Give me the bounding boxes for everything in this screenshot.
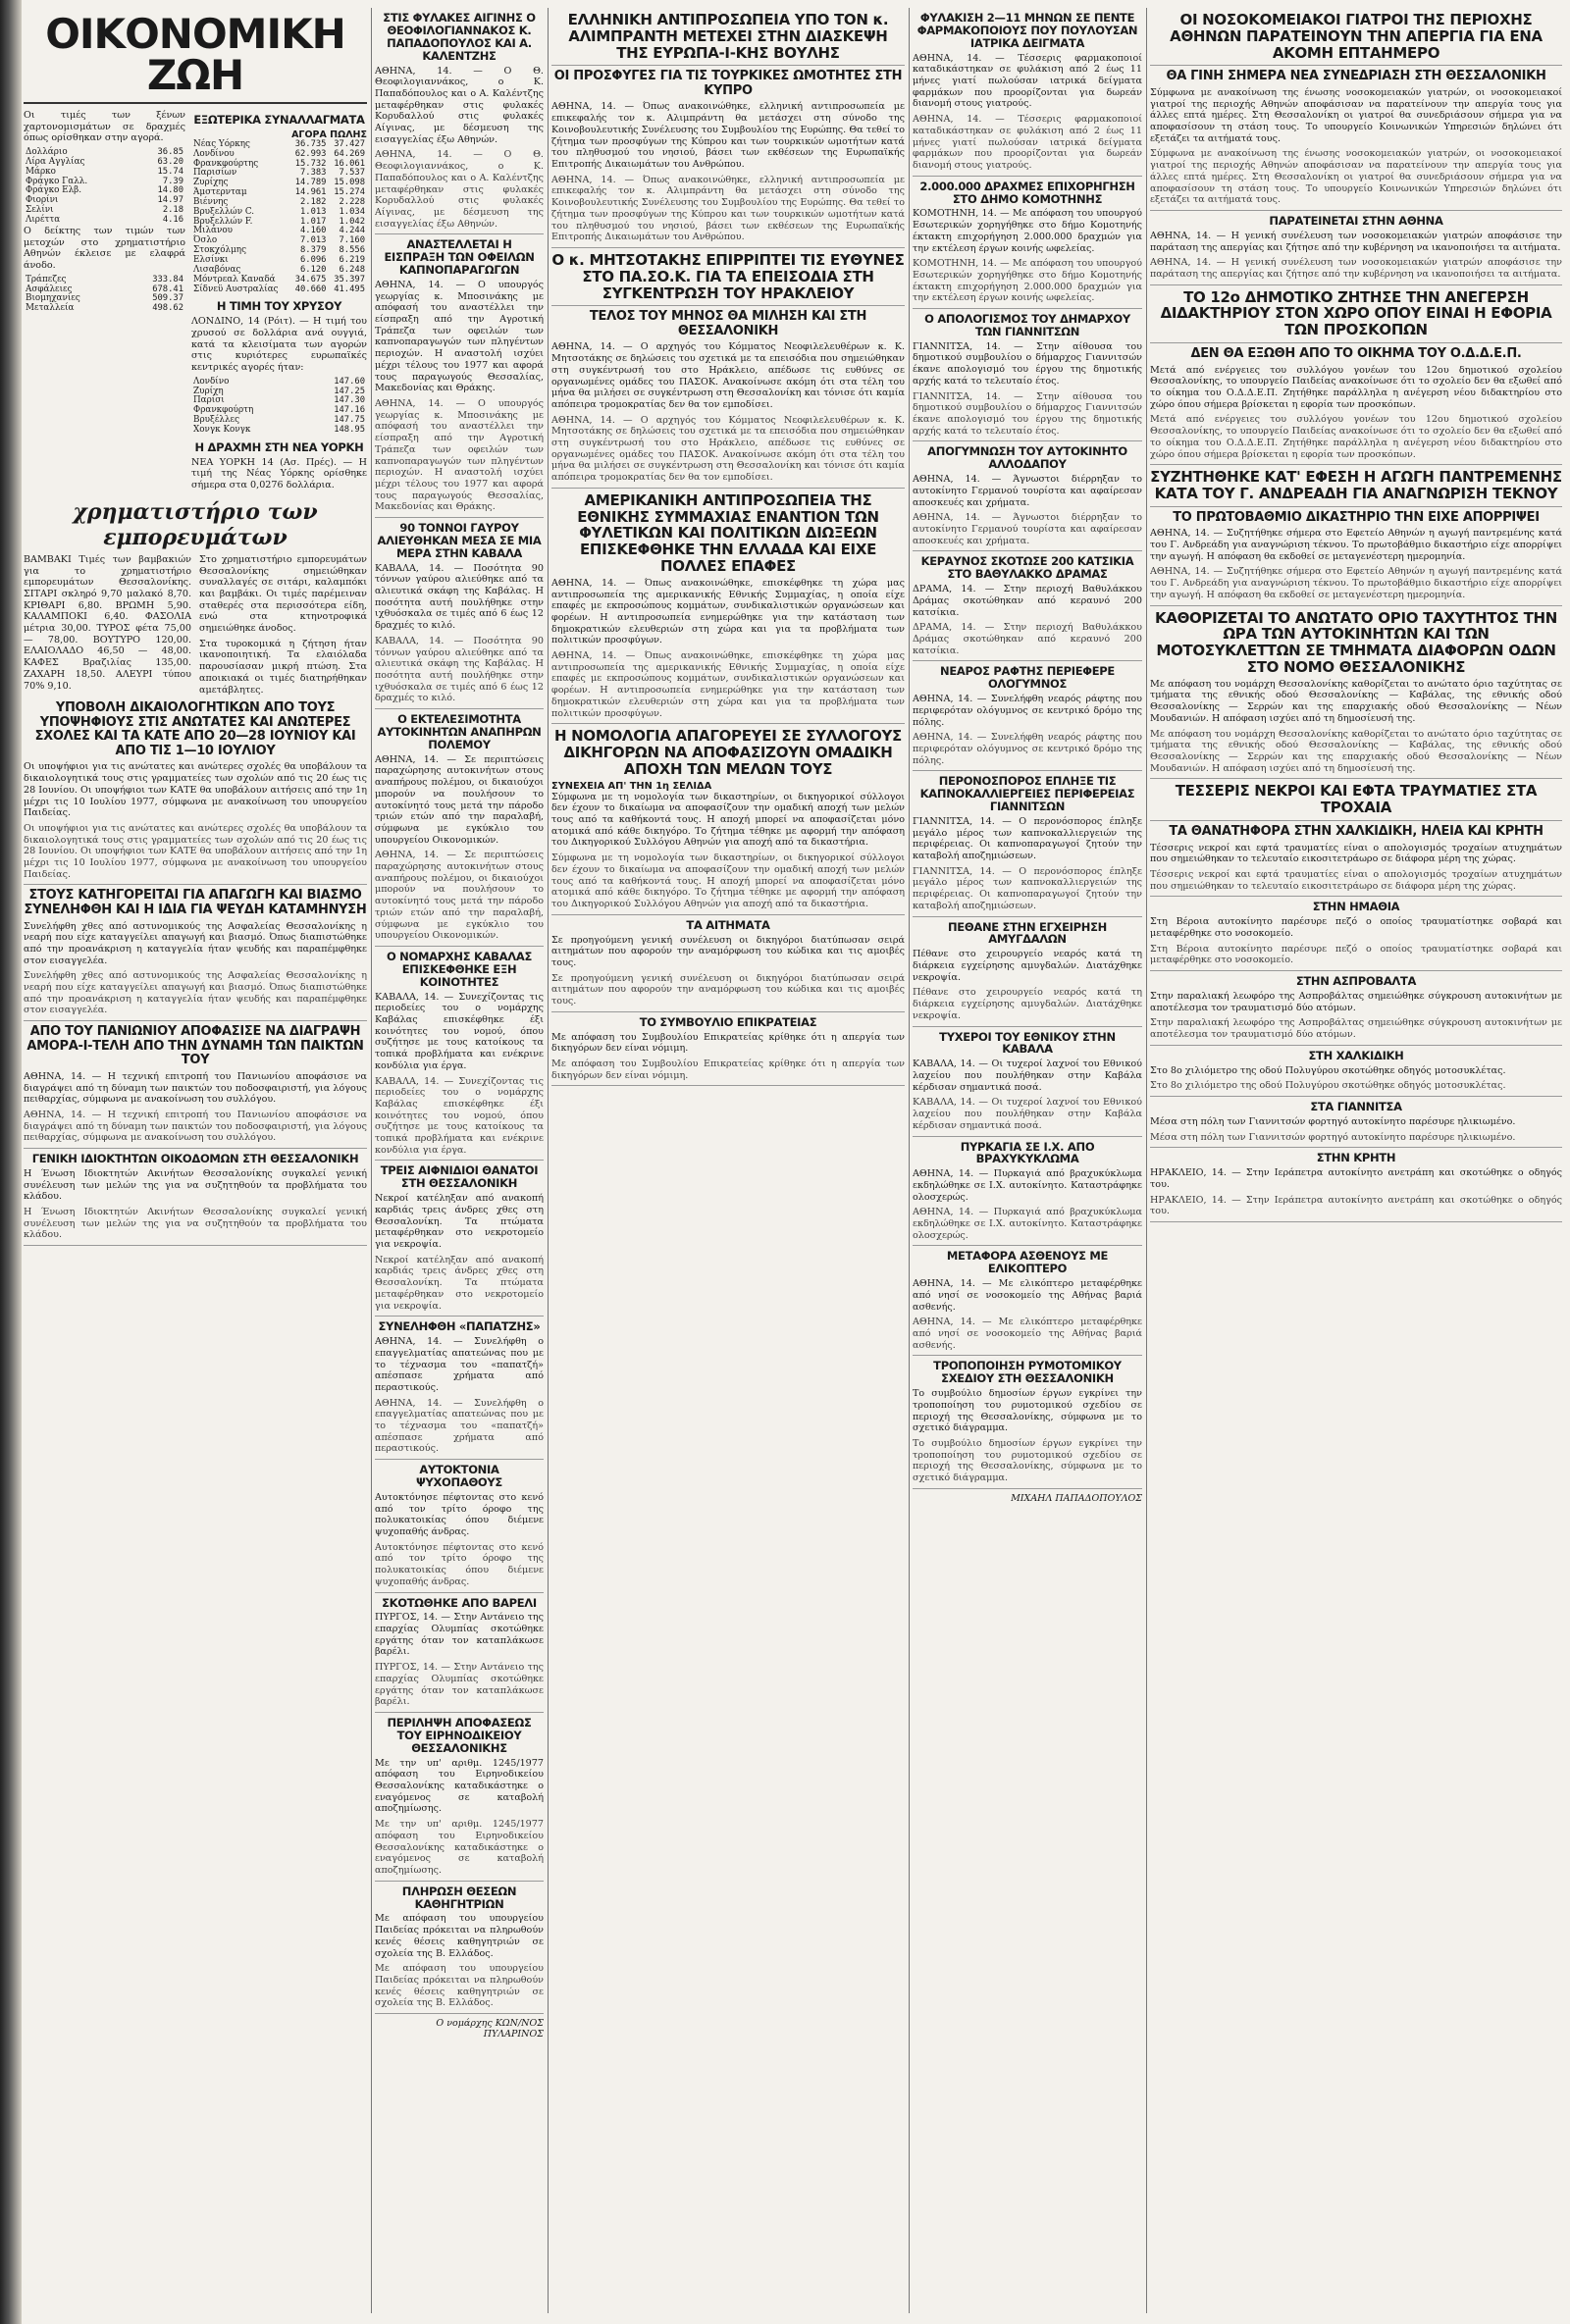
row-value: 147.25 bbox=[334, 386, 365, 396]
article-text: Οι υποψήφιοι για τις ανώτατες και ανώτερες σχολές θα υποβάλουν τα δικαιολογητικά τους στις γραμματείες των σχολών από τις 20 έως τις 28 Ιουνίου. Οι υποψήφιοι των ΚΑΤΕ θα υποβάλουν αιτήσεις από την 1η μέχρι τις 10 Ιουλίου 1977, σύμφωνα με ανακοίνωση του υπουργείου Παιδείας. bbox=[24, 761, 367, 819]
row-label: Λισαβόνας bbox=[193, 264, 241, 275]
headline: ΣΤΗΝ ΗΜΑΘΙΑ bbox=[1312, 900, 1400, 914]
row-label: Μιλάνου bbox=[193, 226, 233, 236]
row-label: Ελσίνκι bbox=[193, 255, 229, 265]
article-text: ΑΘΗΝΑ, 14. — Ο αρχηγός του Κόμματος Νεοφιλελευθέρων κ. Κ. Μητσοτάκης σε δηλώσεις του σχετικά με τα επεισόδια που σημειώθηκαν στη συγκέντρωσή του στο Ηράκλειο, απέδωσε τις ευθύνες σε οργανωμένες ομάδες του ΠΑΣΟΚ. Ανακοίνωσε ακόμη ότι στα τέλη του μήνα θα μιλήσει σε συγκέντρωση στη Θεσσαλονίκη και τόνισε ότι καμία απόπειρα τρομοκρατίας δεν θα τον εμποδίσει. bbox=[551, 341, 905, 410]
article-text: Η Ένωση Ιδιοκτητών Ακινήτων Θεσσαλονίκης συγκαλεί γενική συνέλευση των μελών της για να συζητηθούν τα προβλήματα του κλάδου. bbox=[24, 1167, 367, 1203]
row-value: 148.95 bbox=[334, 424, 365, 435]
row-label: Λονδίνο bbox=[193, 376, 230, 387]
headline: ΣΥΝΕΛΗΦΘΗ «ΠΑΠΑΤΖΗΣ» bbox=[378, 1319, 541, 1334]
row-value: 4.244 bbox=[339, 226, 365, 236]
row-label: Χονγκ Κονγκ bbox=[193, 424, 251, 435]
article-text: ΑΘΗΝΑ, 14. — Τέσσερις φαρμακοποιοί καταδικάστηκαν σε φυλάκιση από 2 έως 11 μήνες γιατί πωλούσαν ιατρικά δείγματα φαρμάκων που προορίζονται για δωρεάν διανομή στους γιατρούς. bbox=[913, 52, 1142, 110]
headline: ΣΤΟΥΣ ΚΑΤΗΓΟΡΕΙΤΑΙ ΓΙΑ ΑΠΑΓΩΓΗ ΚΑΙ ΒΙΑΣΜΟ ΣΥΝΕΛΗΦΘΗ ΚΑΙ Η ΙΔΙΑ ΓΙΑ ΨΕΥΔΗ ΚΑΤΑΜΗΝΥΣΗ bbox=[24, 888, 367, 918]
article-text: Με απόφαση του νομάρχη Θεσσαλονίκης καθορίζεται το ανώτατο όριο ταχύτητας σε τμήματα της εθνικής οδού Θεσσαλονίκης — Καβάλας, της εθνικής οδού Θεσσαλονίκης — Σερρών και της επαρχιακής οδού Θεσσαλονίκης — Νέων Μουδανιών. Η απόφαση ισχύει από τη δημοσίευσή της. bbox=[1150, 678, 1562, 724]
row-label: Βρυξελλών F. bbox=[193, 216, 253, 227]
headline: ΔΕΝ ΘΑ ΕΞΩΘΗ ΑΠΟ ΤΟ ΟΙΚΗΜΑ ΤΟΥ Ο.Δ.Δ.Ε.Π. bbox=[1190, 346, 1522, 362]
article-text: Στην παραλιακή λεωφόρο της Ασπροβάλτας σημειώθηκε σύγκρουση αυτοκινήτων με αποτέλεσμα τον τραυματισμό δύο ατόμων. bbox=[1150, 990, 1562, 1013]
row-value: 41.495 bbox=[334, 284, 365, 294]
headline: ΠΕΡΙΛΗΨΗ ΑΠΟΦΑΣΕΩΣ ΤΟΥ ΕΙΡΗΝΟΔΙΚΕΙΟΥ ΘΕΣΣΑΛΟΝΙΚΗΣ bbox=[387, 1716, 532, 1755]
row-value: 8.556 bbox=[339, 245, 365, 256]
row-label: Μόντρεαλ Καναδά bbox=[193, 274, 276, 284]
table-row bbox=[191, 426, 367, 436]
article-text: ΑΘΗΝΑ, 14. — Ο υπουργός γεωργίας κ. Μποσινάκης με απόφασή του αναστέλλει την είσπραξη από την Αγροτική Τράπεζα των οφειλών των καπνοπαραγωγών των πληγέντων περιοχών. Η αναστολή ισχύει μέχρι τέλους του 1977 και αφορά τους παραγωγούς Θεσσαλίας, Μακεδονίας και Θράκης. bbox=[375, 279, 544, 394]
row-value: 40.660 bbox=[294, 284, 327, 294]
article-text: ΚΑΒΑΛΑ, 14. — Συνεχίζοντας τις περιοδείες του ο νομάρχης Καβάλας επισκέφθηκε έξι κοινότητες του νομού, όπου συζήτησε με τους κατοίκους τα τοπικά προβλήματα και ενέκρινε κονδύλια για έργα. bbox=[375, 991, 544, 1071]
headline: ΚΕΡΑΥΝΟΣ ΣΚΟΤΩΣΕ 200 ΚΑΤΣΙΚΙΑ ΣΤΟ ΒΑΘΥΛΑΚΚΟ ΔΡΑΜΑΣ bbox=[920, 554, 1134, 582]
column-3: ΕΛΛΗΝΙΚΗ ΑΝΤΙΠΡΟΣΩΠΕΙΑ ΥΠΟ ΤΟΝ κ. ΑΛΙΜΠΡΑΝΤΗ ΜΕΤΕΧΕΙ ΣΤΗΝ ΔΙΑΣΚΕΨΗ ΤΗΣ ΕΥΡΩΠΑ-Ι-ΚΗΣ ΒΟΥΛΗΣ ΟΙ ΠΡΟΣΦΥΓΕΣ ΓΙΑ ΤΙΣ ΤΟΥΡΚΙΚΕΣ ΩΜΟΤΗΤΕΣ ΣΤΗ ΚΥΠΡΟ ΑΘΗΝΑ, 14. — Όπως ανακοινώθηκε, ελληνική αντιπροσωπεία με επικεφαλής τον κ. Αλιμπράντη θα μετάσχει στη σύνοδο της Κοινοβουλευτικής Συνέλευσης του Συμβουλίου της Ευρώπης. Θα τεθεί το ζήτημα των προσφύγων της Κύπρου και των τουρκικών ωμοτήτων κατά του πληθυσμού του νησιού, βάσει των εκθέσεων της Ευρωπαϊκής Επιτροπής Δικαιωμάτων του Ανθρώπου. ΑΘΗΝΑ, 14. — Όπως ανακοινώθηκε, ελληνική αντιπροσωπεία με επικεφαλής τον κ. Αλιμπράντη θα μετάσχει στη σύνοδο της Κοινοβουλευτικής Συνέλευσης του Συμβουλίου της Ευρώπης. Θα τεθεί το ζήτημα των προσφύγων της Κύπρου και των τουρκικών ωμοτήτων κατά του πληθυσμού του νησιού, βάσει των εκθέσεων της Ευρωπαϊκής Επιτροπής Δικαιωμάτων του Ανθρώπου. Ο κ. ΜΗΤΣΟΤΑΚΗΣ ΕΠΙΡΡΙΠΤΕΙ ΤΙΣ ΕΥΘΥΝΕΣ ΣΤΟ ΠΑ.ΣΟ.Κ. ΓΙΑ ΤΑ ΕΠΕΙΣΟΔΙΑ ΣΤΗ ΣΥΓΚΕΝΤΡΩΣΗ ΤΟΥ ΗΡΑΚΛΕΙΟΥ ΤΕΛΟΣ ΤΟΥ ΜΗΝΟΣ ΘΑ ΜΙΛΗΣΗ ΚΑΙ ΣΤΗ ΘΕΣΣΑΛΟΝΙΚΗ ΑΘΗΝΑ, 14. — Ο αρχηγός του Κόμματος Νεοφιλελευθέρων κ. Κ. Μητσοτάκης σε δηλώσεις του σχετικά με τα επεισόδια που σημειώθηκαν στη συγκέντρωσή του στο Ηράκλειο, απέδωσε τις ευθύνες σε οργανωμένες ομάδες του ΠΑΣΟΚ. Ανακοίνωσε ακόμη ότι στα τέλη του μήνα θα μιλήσει σε συγκέντρωση στη Θεσσαλονίκη και τόνισε ότι καμία απόπειρα τρομοκρατίας δεν θα τον εμποδίσει. ΑΘΗΝΑ, 14. — Ο αρχηγός του Κόμματος Νεοφιλελευθέρων κ. Κ. Μητσοτάκης σε δηλώσεις του σχετικά με τα επεισόδια που σημειώθηκαν στη συγκέντρωσή του στο Ηράκλειο, απέδωσε τις ευθύνες σε οργανωμένες ομάδες του ΠΑΣΟΚ. Ανακοίνωσε ακόμη ότι στα τέλη του μήνα θα μιλήσει σε συγκέντρωση στη Θεσσαλονίκη και τόνισε ότι καμία απόπειρα τρομοκρατίας δεν θα τον εμποδίσει. ΑΜΕΡΙΚΑΝΙΚΗ ΑΝΤΙΠΡΟΣΩΠΕΙΑ ΤΗΣ ΕΘΝΙΚΗΣ ΣΥΜΜΑΧΙΑΣ ΕΝΑΝΤΙΟΝ ΤΩΝ ΦΥΛΕΤΙΚΩΝ ΚΑΙ ΠΟΛΙΤΙΚΩΝ ΔΙΩΞΕΩΝ ΕΠΙΣΚΕΦΘΗΚΕ ΤΗΝ ΕΛΛΑΔΑ ΚΑΙ ΕΙΧΕ ΠΟΛΛΕΣ ΕΠΑΦΕΣ ΑΘΗΝΑ, 14. — Όπως ανακοινώθηκε, επισκέφθηκε τη χώρα μας αντιπροσωπεία της αμερικανικής Εθνικής Συμμαχίας, η οποία είχε επαφές με εκπροσώπους κομμάτων, συνδικαλιστικών οργανώσεων και φορέων. Η αντιπροσωπεία ενημερώθηκε για την κατάσταση των δημοκρατικών ελευθεριών στη χώρα και για τα προβλήματα των πολιτικών προσφύγων. ΑΘΗΝΑ, 14. — Όπως ανακοινώθηκε, επισκέφθηκε τη χώρα μας αντιπροσωπεία της αμερικανικής Εθνικής Συμμαχίας, η οποία είχε επαφές με εκπροσώπους κομμάτων, συνδικαλιστικών οργανώσεων και φορέων. Η αντιπροσωπεία ενημερώθηκε για την κατάσταση των δημοκρατικών ελευθεριών στη χώρα και για τα προβλήματα των πολιτικών προσφύγων. Η ΝΟΜΟΛΟΓΙΑ ΑΠΑΓΟΡΕΥΕΙ ΣΕ ΣΥΛΛΟΓΟΥΣ ΔΙΚΗΓΟΡΩΝ ΝΑ ΑΠΟΦΑΣΙΖΟΥΝ ΟΜΑΔΙΚΗ ΑΠΟΧΗ ΤΩΝ ΜΕΛΩΝ ΤΟΥΣ ΣΥΝΕΧΕΙΑ ΑΠ' ΤΗΝ 1η ΣΕΛΙΔΑ Σύμφωνα με τη νομολογία των δικαστηρίων, οι δικηγορικοί σύλλογοι δεν έχουν το δικαίωμα να αποφασίζουν την ομαδική αποχή των μελών τους από τα καθήκοντά τους. Η αποχή μπορεί να αποφασίζεται μόνο ατομικά από κάθε δικηγόρο. Το ζήτημα τέθηκε με αφορμή την απόφαση του Δικηγορικού Συλλόγου Αθηνών για αποχή από τα δικαστήρια. Σύμφωνα με τη νομολογία των δικαστηρίων, οι δικηγορικοί σύλλογοι δεν έχουν το δικαίωμα να αποφασίζουν την ομαδική αποχή των μελών τους από τα καθήκοντά τους. Η αποχή μπορεί να αποφασίζεται μόνο ατομικά από κάθε δικηγόρο. Το ζήτημα τέθηκε με αφορμή την απόφαση του Δικηγορικού Συλλόγου Αθηνών για αποχή από τα δικαστήρια. ΤΑ ΑΙΤΗΜΑΤΑ Σε προηγούμενη γενική συνέλευση οι δικηγόροι διατύπωσαν σειρά αιτημάτων που αφορούν την αναμόρφωση του κώδικα και τις αμοιβές τους. Σε προηγούμενη γενική συνέλευση οι δικηγόροι διατύπωσαν σειρά αιτημάτων που αφορούν την αναμόρφωση του κώδικα και τις αμοιβές τους. ΤΟ ΣΥΜΒΟΥΛΙΟ ΕΠΙΚΡΑΤΕΙΑΣ Με απόφαση του Συμβουλίου Επικρατείας κρίθηκε ότι η απεργία των δικηγόρων δεν είναι νόμιμη. Με απόφαση του Συμβουλίου Επικρατείας κρίθηκε ότι η απεργία των δικηγόρων δεν είναι νόμιμη. bbox=[551, 8, 905, 1090]
article-text: ΑΘΗΝΑ, 14. — Συζητήθηκε σήμερα στο Εφετείο Αθηνών η αγωγή παντρεμένης κατά του Γ. Ανδρεάδη για αναγνώριση τέκνου. Το πρωτοβάθμιο δικαστήριο είχε απορρίψει την αγωγή. Η απόφαση θα εκδοθεί σε μεταγενέστερη ημερομηνία. bbox=[1150, 528, 1562, 562]
article-text: Στη Βέροια αυτοκίνητο παρέσυρε πεζό ο οποίος τραυματίστηκε σοβαρά και μεταφέρθηκε στο νοσοκομείο. bbox=[1150, 916, 1562, 939]
row-value: 7.160 bbox=[339, 235, 365, 246]
headline: ΑΝΑΣΤΕΛΛΕΤΑΙ Η ΕΙΣΠΡΑΞΗ ΤΩΝ ΟΦΕΙΛΩΝ ΚΑΠΝΟΠΑΡΑΓΩΓΩΝ bbox=[384, 237, 535, 278]
row-label: Άμστερνταμ bbox=[193, 187, 247, 198]
row-value: 37.427 bbox=[334, 138, 365, 149]
article-text: ΠΥΡΓΟΣ, 14. — Στην Αντάνειο της επαρχίας Ολυμπίας σκοτώθηκε εργάτης όταν τον καταπλάκωσε βαρέλι. bbox=[375, 1612, 544, 1658]
article-text: Με απόφαση του υπουργείου Παιδείας πρόκειται να πληρωθούν κενές θέσεις καθηγητριών σε σχολεία της Β. Ελλάδος. bbox=[375, 1913, 544, 1959]
continued-note: ΣΥΝΕΧΕΙΑ ΑΠ' ΤΗΝ 1η ΣΕΛΙΔΑ bbox=[551, 780, 712, 792]
headline: ΠΥΡΚΑΓΙΑ ΣΕ Ι.Χ. ΑΠΟ ΒΡΑΧΥΚΥΚΛΩΜΑ bbox=[960, 1139, 1095, 1166]
article-text: Πέθανε στο χειρουργείο νεαρός κατά τη διάρκεια εγχείρησης αμυγδαλών. Διατάχθηκε νεκροψία. bbox=[913, 949, 1142, 983]
row-value: 62.993 bbox=[294, 148, 327, 159]
article-text: ΗΡΑΚΛΕΙΟ, 14. — Στην Ιεράπετρα αυτοκίνητο ανετράπη και σκοτώθηκε ο οδηγός του. bbox=[1150, 1167, 1562, 1190]
article-text: ΑΘΗΝΑ, 14. — Ο Θ. Θεοφιλογιαννάκος, ο Κ. Παπαδόπουλος και ο Α. Καλέντζης μεταφέρθηκαν στις φυλακές Κορυδαλλού στις φυλακές Αίγινας, με δέσμευση της εισαγγελίας έξω Αθηνών. bbox=[375, 65, 544, 145]
article-text: ΔΡΑΜΑ, 14. — Στην περιοχή Βαθυλάκκου Δράμας σκοτώθηκαν από κεραυνό 200 κατσίκια. bbox=[913, 584, 1142, 618]
headline: ΠΕΘΑΝΕ ΣΤΗΝ ΕΓΧΕΙΡΗΣΗ ΑΜΥΓΔΑΛΩΝ bbox=[947, 919, 1107, 947]
headline: ΟΙ ΝΟΣΟΚΟΜΕΙΑΚΟΙ ΓΙΑΤΡΟΙ ΤΗΣ ΠΕΡΙΟΧΗΣ ΑΘΗΝΩΝ ΠΑΡΑΤΕΙΝΟΥΝ ΤΗΝ ΑΠΕΡΓΙΑ ΓΙΑ ΕΝΑ ΑΚΟΜΗ ΕΠΤΑΗΜΕΡΟ bbox=[1170, 11, 1543, 62]
headline: Η ΝΟΜΟΛΟΓΙΑ ΑΠΑΓΟΡΕΥΕΙ ΣΕ ΣΥΛΛΟΓΟΥΣ ΔΙΚΗΓΟΡΩΝ ΝΑ ΑΠΟΦΑΣΙΖΟΥΝ ΟΜΑΔΙΚΗ ΑΠΟΧΗ ΤΩΝ ΜΕΛΩΝ ΤΟΥΣ bbox=[553, 727, 903, 778]
row-value: 14.789 bbox=[294, 178, 327, 188]
fx-title: ΕΞΩΤΕΡΙΚΑ ΣΥΝΑΛΛΑΓΜΑΤΑ bbox=[193, 113, 365, 127]
left-articles: ΥΠΟΒΟΛΗ ΔΙΚΑΙΟΛΟΓΗΤΙΚΩΝ ΑΠΟ ΤΟΥΣ ΥΠΟΨΗΦΙΟΥΣ ΣΤΙΣ ΑΝΩΤΑΤΕΣ ΚΑΙ ΑΝΩΤΕΡΕΣ ΣΧΟΛΕΣ ΚΑΙ ΤΑ ΚΑΤΕ ΑΠΟ 20—28 ΙΟΥΝΙΟΥ ΚΑΙ ΑΠΟ ΤΙΣ 1—10 ΙΟΥΛΙΟΥ Οι υποψήφιοι για τις ανώτατες και ανώτερες σχολές θα υποβάλουν τα δικαιολογητικά τους στις γραμματείες των σχολών από τις 20 έως τις 28 Ιουνίου. Οι υποψήφιοι των ΚΑΤΕ θα υποβάλουν αιτήσεις από την 1η μέχρι τις 10 Ιουλίου 1977, σύμφωνα με ανακοίνωση του υπουργείου Παιδείας. Οι υποψήφιοι για τις ανώτατες και ανώτερες σχολές θα υποβάλουν τα δικαιολογητικά τους στις γραμματείες των σχολών από τις 20 έως τις 28 Ιουνίου. Οι υποψήφιοι των ΚΑΤΕ θα υποβάλουν αιτήσεις από την 1η μέχρι τις 10 Ιουλίου 1977, σύμφωνα με ανακοίνωση του υπουργείου Παιδείας. ΣΤΟΥΣ ΚΑΤΗΓΟΡΕΙΤΑΙ ΓΙΑ ΑΠΑΓΩΓΗ ΚΑΙ ΒΙΑΣΜΟ ΣΥΝΕΛΗΦΘΗ ΚΑΙ Η ΙΔΙΑ ΓΙΑ ΨΕΥΔΗ ΚΑΤΑΜΗΝΥΣΗ Συνελήφθη χθες από αστυνομικούς της Ασφαλείας Θεσσαλονίκης η νεαρή που είχε καταγγείλει απαγωγή και βιασμό. Όπως διαπιστώθηκε από την προανάκριση η καταγγελία ήταν ψευδής και παραπέμφθηκε στον εισαγγελέα. Συνελήφθη χθες από αστυνομικούς της Ασφαλείας Θεσσαλονίκης η νεαρή που είχε καταγγείλει απαγωγή και βιασμό. Όπως διαπιστώθηκε από την προανάκριση η καταγγελία ήταν ψευδής και παραπέμφθηκε στον εισαγγελέα. ΑΠΟ ΤΟΥ ΠΑΝΙΩΝΙΟΥ ΑΠΟΦΑΣΙΣΕ ΝΑ ΔΙΑΓΡΑΨΗ ΑΜΟΡΑ-Ι-ΤΕΛΗ ΑΠΟ ΤΗΝ ΔΥΝΑΜΗ ΤΩΝ ΠΑΙΚΤΩΝ ΤΟΥ ΑΘΗΝΑ, 14. — Η τεχνική επιτροπή του Πανιωνίου αποφάσισε να διαγράψει από τη δύναμη των παικτών του ποδοσφαιριστή, για λόγους πειθαρχίας, σύμφωνα με ανακοίνωση του συλλόγου. ΑΘΗΝΑ, 14. — Η τεχνική επιτροπή του Πανιωνίου αποφάσισε να διαγράψει από τη δύναμη των παικτών του ποδοσφαιριστή, για λόγους πειθαρχίας, σύμφωνα με ανακοίνωση του συλλόγου. ΓΕΝΙΚΗ ΙΔΙΟΚΤΗΤΩΝ ΟΙΚΟΔΟΜΩΝ ΣΤΗ ΘΕΣΣΑΛΟΝΙΚΗ Η Ένωση Ιδιοκτητών Ακινήτων Θεσσαλονίκης συγκαλεί γενική συνέλευση των μελών της για να συζητηθούν τα προβλήματα του κλάδου. Η Ένωση Ιδιοκτητών Ακινήτων Θεσσαλονίκης συγκαλεί γενική συνέλευση των μελών της για να συζητηθούν τα προβλήματα του κλάδου. bbox=[24, 701, 367, 1246]
row-value: 4.160 bbox=[300, 226, 327, 236]
article-text: ΚΟΜΟΤΗΝΗ, 14. — Με απόφαση του υπουργού Εσωτερικών χορηγήθηκε στο δήμο Κομοτηνής έκτακτη επιχορήγηση 2.000.000 δραχμών για την εκτέλεση έργων κοινής ωφελείας. bbox=[913, 208, 1142, 254]
headline: ΤΕΣΣΕΡΙΣ ΝΕΚΡΟΙ ΚΑΙ ΕΦΤΑ ΤΡΑΥΜΑΤΙΕΣ ΣΤΑ ΤΡΟΧΑΙΑ bbox=[1175, 782, 1538, 817]
column-rule bbox=[1146, 8, 1147, 2313]
row-value: 64.269 bbox=[334, 148, 365, 159]
market-title: χρηματιστήριο των εμπορευμάτων bbox=[73, 498, 318, 550]
article-text: ΑΘΗΝΑ, 14. — Όπως ανακοινώθηκε, επισκέφθηκε τη χώρα μας αντιπροσωπεία της αμερικανικής Εθνικής Συμμαχίας, η οποία είχε επαφές με εκπροσώπους κομμάτων, συνδικαλιστικών οργανώσεων και φορέων. Η αντιπροσωπεία ενημερώθηκε για την κατάσταση των δημοκρατικών ελευθεριών στη χώρα και για τα προβλήματα των πολιτικών προσφύγων. bbox=[551, 577, 905, 646]
article-text: ΑΘΗΝΑ, 14. — Σε περιπτώσεις παραχώρησης αυτοκινήτων στους αναπήρους πολέμου, οι δικαιούχοι μπορούν να πουλήσουν το αυτοκίνητό τους μετά την πάροδο τριών ετών από την παραλαβή, σύμφωνα με εγκύκλιο του υπουργείου Οικονομικών. bbox=[375, 753, 544, 846]
row-value: 8.379 bbox=[300, 245, 327, 256]
headline: ΤΡΟΠΟΠΟΙΗΣΗ ΡΥΜΟΤΟΜΙΚΟΥ ΣΧΕΔΙΟΥ ΣΤΗ ΘΕΣΣΑΛΟΝΙΚΗ bbox=[933, 1359, 1122, 1386]
row-value: 7.013 bbox=[300, 235, 327, 246]
headline: ΣΤΙΣ ΦΥΛΑΚΕΣ ΑΙΓΙΝΗΣ Ο ΘΕΟΦΙΛΟΓΙΑΝΝΑΚΟΣ Κ. ΠΑΠΑΔΟΠΟΥΛΟΣ ΚΑΙ Α. ΚΑΛΕΝΤΖΗΣ bbox=[383, 11, 536, 63]
headline: ΓΕΝΙΚΗ ΙΔΙΟΚΤΗΤΩΝ ΟΙΚΟΔΟΜΩΝ ΣΤΗ ΘΕΣΣΑΛΟΝΙΚΗ bbox=[31, 1152, 359, 1166]
binding-edge bbox=[0, 0, 22, 2324]
row-value: 6.120 bbox=[300, 264, 327, 275]
headline: ΣΤΗ ΧΑΛΚΙΔΙΚΗ bbox=[1308, 1048, 1404, 1062]
headline: ΑΜΕΡΙΚΑΝΙΚΗ ΑΝΤΙΠΡΟΣΩΠΕΙΑ ΤΗΣ ΕΘΝΙΚΗΣ ΣΥΜΜΑΧΙΑΣ ΕΝΑΝΤΙΟΝ ΤΩΝ ΦΥΛΕΤΙΚΩΝ ΚΑΙ ΠΟΛΙΤΙΚΩΝ ΔΙΩΞΕΩΝ ΕΠΙΣΚΕΦΘΗΚΕ ΤΗΝ ΕΛΛΑΔΑ ΚΑΙ ΕΙΧΕ ΠΟΛΛΕΣ ΕΠΑΦΕΣ bbox=[577, 491, 879, 576]
drachma-title: Η ΔΡΑΧΜΗ ΣΤΗ ΝΕΑ ΥΟΡΚΗ bbox=[194, 439, 364, 454]
row-value: 6.219 bbox=[339, 255, 365, 265]
headline: ΦΥΛΑΚΙΣΗ 2—11 ΜΗΝΩΝ ΣΕ ΠΕΝΤΕ ΦΑΡΜΑΚΟΠΟΙΟΥΣ ΠΟΥ ΠΟΥΛΟΥΣΑΝ ΙΑΤΡΙΚΑ ΔΕΙΓΜΑΤΑ bbox=[916, 11, 1138, 50]
headline: 2.000.000 ΔΡΑΧΜΕΣ ΕΠΙΧΟΡΗΓΗΣΗ ΣΤΟ ΔΗΜΟ ΚΟΜΟΤΗΝΗΣ bbox=[919, 179, 1135, 206]
headline: Ο κ. ΜΗΤΣΟΤΑΚΗΣ ΕΠΙΡΡΙΠΤΕΙ ΤΙΣ ΕΥΘΥΝΕΣ ΣΤΟ ΠΑ.ΣΟ.Κ. ΓΙΑ ΤΑ ΕΠΕΙΣΟΔΙΑ ΣΤΗ ΣΥΓΚΕΝΤΡΩΣΗ ΤΟΥ ΗΡΑΚΛΕΙΟΥ bbox=[551, 250, 905, 302]
headline: ΠΛΗΡΩΣΗ ΘΕΣΕΩΝ ΚΑΘΗΓΗΤΡΙΩΝ bbox=[401, 1884, 517, 1911]
market-text: ΒΑΜΒΑΚΙ Τιμές των βαμβακιών για το χρηματιστήριο εμπορευμάτων Θεσσαλονίκης. ΣΙΤΑΡΙ σκληρό 9,70 μαλακό 8,70. ΚΡΙΘΑΡΙ 6,80. ΒΡΩΜΗ 5,90. ΚΑΛΑΜΠΟΚΙ 6,40. ΦΑΣΟΛΙΑ μέτρια 30,00. ΤΥΡΟΣ φέτα 75,00 — 78,00. ΒΟΥΤΥΡΟ 120,00. ΕΛΑΙΟΛΑΔΟ 46,50 — 48,00. ΚΑΦΕΣ Βραζιλίας 135,00. ΖΑΧΑΡΗ 18,50. ΑΛΕΥΡΙ τύπου 70% 9,10. bbox=[24, 553, 191, 692]
article-text: ΓΙΑΝΝΙΤΣΑ, 14. — Ο περονόσπορος έπληξε μεγάλο μέρος των καπνοκαλλιεργειών της περιφέρειας. Οι καπνοπαραγωγοί ζητούν την καταβολή αποζημιώσεων. bbox=[913, 815, 1142, 862]
row-value: 15.098 bbox=[334, 178, 365, 188]
article-text: ΑΘΗΝΑ, 14. — Η τεχνική επιτροπή του Πανιωνίου αποφάσισε να διαγράψει από τη δύναμη των παικτών του ποδοσφαιριστή, για λόγους πειθαρχίας, σύμφωνα με ανακοίνωση του συλλόγου. bbox=[24, 1070, 367, 1106]
headline: ΠΑΡΑΤΕΙΝΕΤΑΙ ΣΤΗΝ ΑΘΗΝΑ bbox=[1269, 213, 1443, 228]
row-value: 15.732 bbox=[294, 158, 327, 169]
headline: ΑΥΤΟΚΤΟΝΙΑ ΨΥΧΟΠΑΘΟΥΣ bbox=[415, 1463, 502, 1489]
headline: Ο ΝΟΜΑΡΧΗΣ ΚΑΒΑΛΑΣ ΕΠΙΣΚΕΦΘΗΚΕ ΕΞΗ ΚΟΙΝΟΤΗΤΕΣ bbox=[386, 949, 533, 989]
headline: ΘΑ ΓΙΝΗ ΣΗΜΕΡΑ ΝΕΑ ΣΥΝΕΔΡΙΑΣΗ ΣΤΗ ΘΕΣΣΑΛΟΝΙΚΗ bbox=[1166, 69, 1546, 84]
row-value: 1.034 bbox=[339, 206, 365, 217]
article-text: Σύμφωνα με τη νομολογία των δικαστηρίων, οι δικηγορικοί σύλλογοι δεν έχουν το δικαίωμα να αποφασίζουν την ομαδική αποχή των μελών τους από τα καθήκοντά τους. Η αποχή μπορεί να αποφασίζεται μόνο ατομικά από κάθε δικηγόρο. Το ζήτημα τέθηκε με αφορμή την απόφαση του Δικηγορικού Συλλόγου Αθηνών για αποχή από τα δικαστήρια. bbox=[551, 791, 905, 849]
headline: ΤΥΧΕΡΟΙ ΤΟΥ ΕΘΝΙΚΟΥ ΣΤΗΝ ΚΑΒΑΛΑ bbox=[939, 1029, 1116, 1057]
column-5: ΟΙ ΝΟΣΟΚΟΜΕΙΑΚΟΙ ΓΙΑΤΡΟΙ ΤΗΣ ΠΕΡΙΟΧΗΣ ΑΘΗΝΩΝ ΠΑΡΑΤΕΙΝΟΥΝ ΤΗΝ ΑΠΕΡΓΙΑ ΓΙΑ ΕΝΑ ΑΚΟΜΗ ΕΠΤΑΗΜΕΡΟ ΘΑ ΓΙΝΗ ΣΗΜΕΡΑ ΝΕΑ ΣΥΝΕΔΡΙΑΣΗ ΣΤΗ ΘΕΣΣΑΛΟΝΙΚΗ Σύμφωνα με ανακοίνωση της ένωσης νοσοκομειακών γιατρών, οι νοσοκομειακοί γιατροί της περιοχής Αθηνών αποφάσισαν να παρατείνουν την απεργία τους για άλλες επτά ημέρες. Στη Θεσσαλονίκη οι γιατροί θα συνεδριάσουν σήμερα για να αποφασίσουν τη στάση τους. Το υπουργείο Κοινωνικών Υπηρεσιών δηλώνει ότι εξετάζει τα αιτήματά τους. Σύμφωνα με ανακοίνωση της ένωσης νοσοκομειακών γιατρών, οι νοσοκομειακοί γιατροί της περιοχής Αθηνών αποφάσισαν να παρατείνουν την απεργία τους για άλλες επτά ημέρες. Στη Θεσσαλονίκη οι γιατροί θα συνεδριάσουν σήμερα για να αποφασίσουν τη στάση τους. Το υπουργείο Κοινωνικών Υπηρεσιών δηλώνει ότι εξετάζει τα αιτήματά τους. ΠΑΡΑΤΕΙΝΕΤΑΙ ΣΤΗΝ ΑΘΗΝΑ ΑΘΗΝΑ, 14. — Η γενική συνέλευση των νοσοκομειακών γιατρών αποφάσισε την παράταση της απεργίας και ζήτησε από την κυβέρνηση να ικανοποιήσει τα αιτήματα. ΑΘΗΝΑ, 14. — Η γενική συνέλευση των νοσοκομειακών γιατρών αποφάσισε την παράταση της απεργίας και ζήτησε από την κυβέρνηση να ικανοποιήσει τα αιτήματα. ΤΟ 12ο ΔΗΜΟΤΙΚΟ ΖΗΤΗΣΕ ΤΗΝ ΑΝΕΓΕΡΣΗ ΔΙΔΑΚΤΗΡΙΟΥ ΣΤΟΝ ΧΩΡΟ ΟΠΟΥ ΕΙΝΑΙ Η ΕΦΟΡΙΑ ΤΩΝ ΠΡΟΣΚΟΠΩΝ ΔΕΝ ΘΑ ΕΞΩΘΗ ΑΠΟ ΤΟ ΟΙΚΗΜΑ ΤΟΥ Ο.Δ.Δ.Ε.Π. Μετά από ενέργειες του συλλόγου γονέων του 12ου δημοτικού σχολείου Θεσσαλονίκης, το υπουργείο Παιδείας ανακοίνωσε ότι το σχολείο δεν θα εξωθεί από το οίκημα του Ο.Δ.Δ.Ε.Π. Ζητήθηκε παράλληλα η ανέγερση νέου διδακτηρίου στο χώρο όπου σήμερα βρίσκεται η εφορία των προσκόπων. Μετά από ενέργειες του συλλόγου γονέων του 12ου δημοτικού σχολείου Θεσσαλονίκης, το υπουργείο Παιδείας ανακοίνωσε ότι το σχολείο δεν θα εξωθεί από το οίκημα του Ο.Δ.Δ.Ε.Π. Ζητήθηκε παράλληλα η ανέγερση νέου διδακτηρίου στο χώρο όπου σήμερα βρίσκεται η εφορία των προσκόπων. ΣΥΖΗΤΗΘΗΚΕ ΚΑΤ' ΕΦΕΣΗ Η ΑΓΩΓΗ ΠΑΝΤΡΕΜΕΝΗΣ ΚΑΤΑ ΤΟΥ Γ. ΑΝΔΡΕΑΔΗ ΓΙΑ ΑΝΑΓΝΩΡΙΣΗ ΤΕΚΝΟΥ ΤΟ ΠΡΩΤΟΒΑΘΜΙΟ ΔΙΚΑΣΤΗΡΙΟ ΤΗΝ ΕΙΧΕ ΑΠΟΡΡΙΨΕΙ ΑΘΗΝΑ, 14. — Συζητήθηκε σήμερα στο Εφετείο Αθηνών η αγωγή παντρεμένης κατά του Γ. Ανδρεάδη για αναγνώριση τέκνου. Το πρωτοβάθμιο δικαστήριο είχε απορρίψει την αγωγή. Η απόφαση θα εκδοθεί σε μεταγενέστερη ημερομηνία. ΑΘΗΝΑ, 14. — Συζητήθηκε σήμερα στο Εφετείο Αθηνών η αγωγή παντρεμένης κατά του Γ. Ανδρεάδη για αναγνώριση τέκνου. Το πρωτοβάθμιο δικαστήριο είχε απορρίψει την αγωγή. Η απόφαση θα εκδοθεί σε μεταγενέστερη ημερομηνία. ΚΑΘΟΡΙΖΕΤΑΙ ΤΟ ΑΝΩΤΑΤΟ ΟΡΙΟ ΤΑΧΥΤΗΤΟΣ ΤΗΝ ΩΡΑ ΤΩΝ ΑΥΤΟΚΙΝΗΤΩΝ ΚΑΙ ΤΩΝ ΜΟΤΟΣΥΚΛΕΤΤΩΝ ΣΕ ΤΜΗΜΑΤΑ ΔΙΑΦΟΡΩΝ ΟΔΩΝ ΣΤΟ ΝΟΜΟ ΘΕΣΣΑΛΟΝΙΚΗΣ Με απόφαση του νομάρχη Θεσσαλονίκης καθορίζεται το ανώτατο όριο ταχύτητας σε τμήματα της εθνικής οδού Θεσσαλονίκης — Καβάλας, της εθνικής οδού Θεσσαλονίκης — Σερρών και της επαρχιακής οδού Θεσσαλονίκης — Νέων Μουδανιών. Η απόφαση ισχύει από τη δημοσίευσή της. Με απόφαση του νομάρχη Θεσσαλονίκης καθορίζεται το ανώτατο όριο ταχύτητας σε τμήματα της εθνικής οδού Θεσσαλονίκης — Καβάλας, της εθνικής οδού Θεσσαλονίκης — Σερρών και της επαρχιακής οδού Θεσσαλονίκης — Νέων Μουδανιών. Η απόφαση ισχύει από τη δημοσίευσή της. ΤΕΣΣΕΡΙΣ ΝΕΚΡΟΙ ΚΑΙ ΕΦΤΑ ΤΡΑΥΜΑΤΙΕΣ ΣΤΑ ΤΡΟΧΑΙΑ ΤΑ ΘΑΝΑΤΗΦΟΡΑ ΣΤΗΝ ΧΑΛΚΙΔΙΚΗ, ΗΛΕΙΑ ΚΑΙ ΚΡΗΤΗ Τέσσερις νεκροί και εφτά τραυματίες είναι ο απολογισμός τροχαίων ατυχημάτων που σημειώθηκαν το τελευταίο εικοσιτετράωρο σε διάφορα μέρη της χώρας. Τέσσερις νεκροί και εφτά τραυματίες είναι ο απολογισμός τροχαίων ατυχημάτων που σημειώθηκαν το τελευταίο εικοσιτετράωρο σε διάφορα μέρη της χώρας. ΣΤΗΝ ΗΜΑΘΙΑ Στη Βέροια αυτοκίνητο παρέσυρε πεζό ο οποίος τραυματίστηκε σοβαρά και μεταφέρθηκε στο νοσοκομείο. Στη Βέροια αυτοκίνητο παρέσυρε πεζό ο οποίος τραυματίστηκε σοβαρά και μεταφέρθηκε στο νοσοκομείο. ΣΤΗΝ ΑΣΠΡΟΒΑΛΤΑ Στην παραλιακή λεωφόρο της Ασπροβάλτας σημειώθηκε σύγκρουση αυτοκινήτων με αποτέλεσμα τον τραυματισμό δύο ατόμων. Στην παραλιακή λεωφόρο της Ασπροβάλτας σημειώθηκε σύγκρουση αυτοκινήτων με αποτέλεσμα τον τραυματισμό δύο ατόμων. ΣΤΗ ΧΑΛΚΙΔΙΚΗ Στο 8ο χιλιόμετρο της οδού Πολυγύρου σκοτώθηκε οδηγός μοτοσυκλέτας. Στο 8ο χιλιόμετρο της οδού Πολυγύρου σκοτώθηκε οδηγός μοτοσυκλέτας. ΣΤΑ ΓΙΑΝΝΙΤΣΑ Μέσα στη πόλη των Γιαννιτσών φορτηγό αυτοκίνητο παρέσυρε ηλικιωμένο. Μέσα στη πόλη των Γιαννιτσών φορτηγό αυτοκίνητο παρέσυρε ηλικιωμένο. ΣΤΗΝ ΚΡΗΤΗ ΗΡΑΚΛΕΙΟ, 14. — Στην Ιεράπετρα αυτοκίνητο ανετράπη και σκοτώθηκε ο οδηγός του. ΗΡΑΚΛΕΙΟ, 14. — Στην Ιεράπετρα αυτοκίνητο ανετράπη και σκοτώθηκε ο οδηγός του. bbox=[1150, 8, 1562, 1226]
headline: ΣΥΖΗΤΗΘΗΚΕ ΚΑΤ' ΕΦΕΣΗ Η ΑΓΩΓΗ ΠΑΝΤΡΕΜΕΝΗΣ ΚΑΤΑ ΤΟΥ Γ. ΑΝΔΡΕΑΔΗ ΓΙΑ ΑΝΑΓΝΩΡΙΣΗ ΤΕΚΝΟΥ bbox=[1150, 468, 1562, 503]
row-value: 35.397 bbox=[334, 274, 365, 284]
row-value: 1.013 bbox=[300, 206, 327, 217]
row-label: Βιέννης bbox=[193, 196, 229, 207]
gold-text: ΛΟΝΔΙΝΟ, 14 (Ρόιτ). — Η τιμή του χρυσού σε δολλάρια ανά ουγγιά, κατά τα κλεισίματα των αγορών στις κυριότερες ευρωπαϊκές κεντρικές αγορές ήταν: bbox=[191, 316, 367, 374]
headline: ΚΑΘΟΡΙΖΕΤΑΙ ΤΟ ΑΝΩΤΑΤΟ ΟΡΙΟ ΤΑΧΥΤΗΤΟΣ ΤΗΝ ΩΡΑ ΤΩΝ ΑΥΤΟΚΙΝΗΤΩΝ ΚΑΙ ΤΩΝ ΜΟΤΟΣΥΚΛΕΤΤΩΝ ΣΕ ΤΜΗΜΑΤΑ ΔΙΑΦΟΡΩΝ ΟΔΩΝ ΣΤΟ ΝΟΜΟ ΘΕΣΣΑΛΟΝΙΚΗΣ bbox=[1154, 608, 1558, 676]
row-value: 2.228 bbox=[339, 196, 365, 207]
headline: ΤΕΛΟΣ ΤΟΥ ΜΗΝΟΣ ΘΑ ΜΙΛΗΣΗ ΚΑΙ ΣΤΗ ΘΕΣΣΑΛΟΝΙΚΗ bbox=[589, 309, 867, 338]
headline: ΤΟ ΣΥΜΒΟΥΛΙΟ ΕΠΙΚΡΑΤΕΙΑΣ bbox=[639, 1014, 817, 1029]
article-text: Νεκροί κατέληξαν από ανακοπή καρδιάς τρεις άνδρες χθες στη Θεσσαλονίκη. Τα πτώματα μεταφέρθηκαν στο νεκροτομείο για νεκροψία. bbox=[375, 1193, 544, 1250]
drachma-text: ΝΕΑ ΥΟΡΚΗ 14 (Ασ. Πρές). — Η τιμή της Νέας Υόρκης ορίσθηκε σήμερα στα 0,0276 δολλάρια. bbox=[191, 456, 367, 491]
headline: Ο ΕΚΤΕΛΕΣΙΜΟΤΗΤΑ ΑΥΤΟΚΙΝΗΤΩΝ ΑΝΑΠΗΡΩΝ ΠΟΛΕΜΟΥ bbox=[377, 712, 542, 751]
row-label: Στοκχόλμης bbox=[193, 245, 246, 256]
row-label: Βρυξελλών C. bbox=[193, 206, 255, 217]
article-text: Μέσα στη πόλη των Γιαννιτσών φορτηγό αυτοκίνητο παρέσυρε ηλικιωμένο. bbox=[1150, 1115, 1516, 1127]
row-value: 34.675 bbox=[294, 274, 327, 284]
column-rule bbox=[371, 8, 372, 2313]
headline: 90 ΤΟΝΝΟΙ ΓΑΥΡΟΥ ΑΛΙΕΥΘΗΚΑΝ ΜΕΣΑ ΣΕ ΜΙΑ ΜΕΡΑ ΣΤΗΝ ΚΑΒΑΛΑ bbox=[377, 521, 542, 560]
article-text: Σύμφωνα με ανακοίνωση της ένωσης νοσοκομειακών γιατρών, οι νοσοκομειακοί γιατροί της περιοχής Αθηνών αποφάσισαν να παρατείνουν την απεργία τους για άλλες επτά ημέρες. Στη Θεσσαλονίκη οι γιατροί θα συνεδριάσουν σήμερα για να αποφασίσουν τη στάση τους. Το υπουργείο Κοινωνικών Υπηρεσιών δηλώνει ότι εξετάζει τα αιτήματά τους. bbox=[1150, 86, 1562, 144]
article-text: Με απόφαση του Συμβουλίου Επικρατείας κρίθηκε ότι η απεργία των δικηγόρων δεν είναι νόμιμη. bbox=[551, 1031, 905, 1055]
article-text: ΚΑΒΑΛΑ, 14. — Οι τυχεροί λαχνοί του Εθνικού λαχείου που πουλήθηκαν στην Καβάλα κέρδισαν σημαντικά ποσά. bbox=[913, 1059, 1142, 1093]
masthead: ΟΙΚΟΝΟΜΙΚΗ ΖΩΗ bbox=[45, 10, 345, 99]
column-2: ΣΤΙΣ ΦΥΛΑΚΕΣ ΑΙΓΙΝΗΣ Ο ΘΕΟΦΙΛΟΓΙΑΝΝΑΚΟΣ Κ. ΠΑΠΑΔΟΠΟΥΛΟΣ ΚΑΙ Α. ΚΑΛΕΝΤΖΗΣ ΑΘΗΝΑ, 14. — Ο Θ. Θεοφιλογιαννάκος, ο Κ. Παπαδόπουλος και ο Α. Καλέντζης μεταφέρθηκαν στις φυλακές Κορυδαλλού στις φυλακές Αίγινας, με δέσμευση της εισαγγελίας έξω Αθηνών. ΑΘΗΝΑ, 14. — Ο Θ. Θεοφιλογιαννάκος, ο Κ. Παπαδόπουλος και ο Α. Καλέντζης μεταφέρθηκαν στις φυλακές Κορυδαλλού στις φυλακές Αίγινας, με δέσμευση της εισαγγελίας έξω Αθηνών. ΑΝΑΣΤΕΛΛΕΤΑΙ Η ΕΙΣΠΡΑΞΗ ΤΩΝ ΟΦΕΙΛΩΝ ΚΑΠΝΟΠΑΡΑΓΩΓΩΝ ΑΘΗΝΑ, 14. — Ο υπουργός γεωργίας κ. Μποσινάκης με απόφασή του αναστέλλει την είσπραξη από την Αγροτική Τράπεζα των οφειλών των καπνοπαραγωγών των πληγέντων περιοχών. Η αναστολή ισχύει μέχρι τέλους του 1977 και αφορά τους παραγωγούς Θεσσαλίας, Μακεδονίας και Θράκης. ΑΘΗΝΑ, 14. — Ο υπουργός γεωργίας κ. Μποσινάκης με απόφασή του αναστέλλει την είσπραξη από την Αγροτική Τράπεζα των οφειλών των καπνοπαραγωγών των πληγέντων περιοχών. Η αναστολή ισχύει μέχρι τέλους του 1977 και αφορά τους παραγωγούς Θεσσαλίας, Μακεδονίας και Θράκης. 90 ΤΟΝΝΟΙ ΓΑΥΡΟΥ ΑΛΙΕΥΘΗΚΑΝ ΜΕΣΑ ΣΕ ΜΙΑ ΜΕΡΑ ΣΤΗΝ ΚΑΒΑΛΑ ΚΑΒΑΛΑ, 14. — Ποσότητα 90 τόννων γαύρου αλιεύθηκε από τα αλιευτικά σκάφη της Καβάλας. Η ποσότητα αυτή πουλήθηκε στην ιχθυόσκαλα σε τιμές από 6 έως 12 δραχμές το κιλό. ΚΑΒΑΛΑ, 14. — Ποσότητα 90 τόννων γαύρου αλιεύθηκε από τα αλιευτικά σκάφη της Καβάλας. Η ποσότητα αυτή πουλήθηκε στην ιχθυόσκαλα σε τιμές από 6 έως 12 δραχμές το κιλό. Ο ΕΚΤΕΛΕΣΙΜΟΤΗΤΑ ΑΥΤΟΚΙΝΗΤΩΝ ΑΝΑΠΗΡΩΝ ΠΟΛΕΜΟΥ ΑΘΗΝΑ, 14. — Σε περιπτώσεις παραχώρησης αυτοκινήτων στους αναπήρους πολέμου, οι δικαιούχοι μπορούν να πουλήσουν το αυτοκίνητό τους μετά την πάροδο τριών ετών από την παραλαβή, σύμφωνα με εγκύκλιο του υπουργείου Οικονομικών. ΑΘΗΝΑ, 14. — Σε περιπτώσεις παραχώρησης αυτοκινήτων στους αναπήρους πολέμου, οι δικαιούχοι μπορούν να πουλήσουν το αυτοκίνητό τους μετά την πάροδο τριών ετών από την παραλαβή, σύμφωνα με εγκύκλιο του υπουργείου Οικονομικών. Ο ΝΟΜΑΡΧΗΣ ΚΑΒΑΛΑΣ ΕΠΙΣΚΕΦΘΗΚΕ ΕΞΗ ΚΟΙΝΟΤΗΤΕΣ ΚΑΒΑΛΑ, 14. — Συνεχίζοντας τις περιοδείες του ο νομάρχης Καβάλας επισκέφθηκε έξι κοινότητες του νομού, όπου συζήτησε με τους κατοίκους τα τοπικά προβλήματα και ενέκρινε κονδύλια για έργα. ΚΑΒΑΛΑ, 14. — Συνεχίζοντας τις περιοδείες του ο νομάρχης Καβάλας επισκέφθηκε έξι κοινότητες του νομού, όπου συζήτησε με τους κατοίκους τα τοπικά προβλήματα και ενέκρινε κονδύλια για έργα. ΤΡΕΙΣ ΑΙΦΝΙΔΙΟΙ ΘΑΝΑΤΟΙ ΣΤΗ ΘΕΣΣΑΛΟΝΙΚΗ Νεκροί κατέληξαν από ανακοπή καρδιάς τρεις άνδρες χθες στη Θεσσαλονίκη. Τα πτώματα μεταφέρθηκαν στο νεκροτομείο για νεκροψία. Νεκροί κατέληξαν από ανακοπή καρδιάς τρεις άνδρες χθες στη Θεσσαλονίκη. Τα πτώματα μεταφέρθηκαν στο νεκροτομείο για νεκροψία. ΣΥΝΕΛΗΦΘΗ «ΠΑΠΑΤΖΗΣ» ΑΘΗΝΑ, 14. — Συνελήφθη ο επαγγελματίας απατεώνας που με το τέχνασμα του «παπατζή» απέσπασε χρήματα από περαστικούς. ΑΘΗΝΑ, 14. — Συνελήφθη ο επαγγελματίας απατεώνας που με το τέχνασμα του «παπατζή» απέσπασε χρήματα από περαστικούς. ΑΥΤΟΚΤΟΝΙΑ ΨΥΧΟΠΑΘΟΥΣ Αυτοκτόνησε πέφτοντας στο κενό από τον τρίτο όροφο της πολυκατοικίας όπου διέμενε ψυχοπαθής άνδρας. Αυτοκτόνησε πέφτοντας στο κενό από τον τρίτο όροφο της πολυκατοικίας όπου διέμενε ψυχοπαθής άνδρας. ΣΚΟΤΩΘΗΚΕ ΑΠΟ ΒΑΡΕΛΙ ΠΥΡΓΟΣ, 14. — Στην Αντάνειο της επαρχίας Ολυμπίας σκοτώθηκε εργάτης όταν τον καταπλάκωσε βαρέλι. ΠΥΡΓΟΣ, 14. — Στην Αντάνειο της επαρχίας Ολυμπίας σκοτώθηκε εργάτης όταν τον καταπλάκωσε βαρέλι. ΠΕΡΙΛΗΨΗ ΑΠΟΦΑΣΕΩΣ ΤΟΥ ΕΙΡΗΝΟΔΙΚΕΙΟΥ ΘΕΣΣΑΛΟΝΙΚΗΣ Με την υπ' αριθμ. 1245/1977 απόφαση του Ειρηνοδικείου Θεσσαλονίκης καταδικάστηκε ο εναγόμενος σε καταβολή αποζημίωσης. Με την υπ' αριθμ. 1245/1977 απόφαση του Ειρηνοδικείου Θεσσαλονίκης καταδικάστηκε ο εναγόμενος σε καταβολή αποζημίωσης. ΠΛΗΡΩΣΗ ΘΕΣΕΩΝ ΚΑΘΗΓΗΤΡΙΩΝ Με απόφαση του υπουργείου Παιδείας πρόκειται να πληρωθούν κενές θέσεις καθηγητριών σε σχολεία της Β. Ελλάδος. Με απόφαση του υπουργείου Παιδείας πρόκειται να πληρωθούν κενές θέσεις καθηγητριών σε σχολεία της Β. Ελλάδος. Ο νομάρχης ΚΩΝ/ΝΟΣ ΠΥΛΑΡΙΝΟΣ bbox=[375, 11, 544, 2040]
headline: ΥΠΟΒΟΛΗ ΔΙΚΑΙΟΛΟΓΗΤΙΚΩΝ ΑΠΟ ΤΟΥΣ ΥΠΟΨΗΦΙΟΥΣ ΣΤΙΣ ΑΝΩΤΑΤΕΣ ΚΑΙ ΑΝΩΤΕΡΕΣ ΣΧΟΛΕΣ ΚΑΙ ΤΑ ΚΑΤΕ ΑΠΟ 20—28 ΙΟΥΝΙΟΥ ΚΑΙ ΑΠΟ ΤΙΣ 1—10 ΙΟΥΛΙΟΥ bbox=[34, 700, 356, 758]
headline: ΕΛΛΗΝΙΚΗ ΑΝΤΙΠΡΟΣΩΠΕΙΑ ΥΠΟ ΤΟΝ κ. ΑΛΙΜΠΡΑΝΤΗ ΜΕΤΕΧΕΙ ΣΤΗΝ ΔΙΑΣΚΕΨΗ ΤΗΣ ΕΥΡΩΠΑ-Ι-ΚΗΣ ΒΟΥΛΗΣ bbox=[567, 11, 889, 62]
headline: ΟΙ ΠΡΟΣΦΥΓΕΣ ΓΙΑ ΤΙΣ ΤΟΥΡΚΙΚΕΣ ΩΜΟΤΗΤΕΣ ΣΤΗ ΚΥΠΡΟ bbox=[553, 69, 903, 98]
headline: ΜΕΤΑΦΟΡΑ ΑΣΘΕΝΟΥΣ ΜΕ ΕΛΙΚΟΠΤΕΡΟ bbox=[946, 1249, 1109, 1276]
article-text: ΑΘΗΝΑ, 14. — Συνελήφθη ο επαγγελματίας απατεώνας που με το τέχνασμα του «παπατζή» απέσπασε χρήματα από περαστικούς. bbox=[375, 1336, 544, 1393]
article-text: Στο 8ο χιλιόμετρο της οδού Πολυγύρου σκοτώθηκε οδηγός μοτοσυκλέτας. bbox=[1150, 1064, 1506, 1076]
article-text: ΓΙΑΝΝΙΤΣΑ, 14. — Στην αίθουσα του δημοτικού συμβουλίου ο δήμαρχος Γιαννιτσών έκανε απολογισμό του έργου της δημοτικής αρχής κατά το τελευταίο έτος. bbox=[913, 340, 1142, 387]
row-value: 2.182 bbox=[300, 196, 327, 207]
row-value: 36.735 bbox=[294, 138, 327, 149]
row-value: 16.061 bbox=[334, 158, 365, 169]
column-rule bbox=[548, 8, 549, 2313]
row-value: 14.961 bbox=[294, 187, 327, 198]
article-text: Αυτοκτόνησε πέφτοντας στο κενό από τον τρίτο όροφο της πολυκατοικίας όπου διέμενε ψυχοπαθής άνδρας. bbox=[375, 1491, 544, 1537]
headline: ΣΤΗΝ ΑΣΠΡΟΒΑΛΤΑ bbox=[1295, 974, 1417, 989]
row-label: Λονδίνου bbox=[193, 148, 235, 159]
article-text: Με την υπ' αριθμ. 1245/1977 απόφαση του Ειρηνοδικείου Θεσσαλονίκης καταδικάστηκε ο εναγόμενος σε καταβολή αποζημίωσης. bbox=[375, 1757, 544, 1815]
headline: ΣΤΑ ΓΙΑΝΝΙΤΣΑ bbox=[1310, 1100, 1402, 1113]
article-text: ΑΘΗΝΑ, 14. — Η γενική συνέλευση των νοσοκομειακών γιατρών αποφάσισε την παράταση της απεργίας και ζήτησε από την κυβέρνηση να ικανοποιήσει τα αιτήματα. bbox=[1150, 230, 1562, 253]
headline: ΣΤΗΝ ΚΡΗΤΗ bbox=[1316, 1151, 1396, 1165]
row-value: 147.30 bbox=[334, 395, 365, 406]
article-text: Το συμβούλιο δημοσίων έργων εγκρίνει την τροποποίηση του ρυμοτομικού σχεδίου σε περιοχή της Θεσσαλονίκης, σύμφωνα με το σχετικό διάγραμμα. bbox=[913, 1388, 1142, 1434]
headline: ΠΕΡΟΝΟΣΠΟΡΟΣ ΕΠΛΗΞΕ ΤΙΣ ΚΑΠΝΟΚΑΛΛΙΕΡΓΕΙΕΣ ΠΕΡΙΦΕΡΕΙΑΣ ΓΙΑΝΝΙΤΣΩΝ bbox=[919, 774, 1135, 814]
article-text: ΑΘΗΝΑ, 14. — Όπως ανακοινώθηκε, ελληνική αντιπροσωπεία με επικεφαλής τον κ. Αλιμπράντη θα μετάσχει στη σύνοδο της Κοινοβουλευτικής Συνέλευσης του Συμβουλίου της Ευρώπης. Θα τεθεί το ζήτημα των προσφύγων της Κύπρου και των τουρκικών ωμοτήτων κατά του πληθυσμού του νησιού, βάσει των εκθέσεων της Ευρωπαϊκής Επιτροπής Δικαιωμάτων του Ανθρώπου. bbox=[551, 101, 905, 170]
article-text: Σε προηγούμενη γενική συνέλευση οι δικηγόροι διατύπωσαν σειρά αιτημάτων που αφορούν την αναμόρφωση του κώδικα και τις αμοιβές τους. bbox=[551, 934, 905, 968]
article-text: ΑΘΗΝΑ, 14. — Άγνωστοι διέρρηξαν το αυτοκίνητο Γερμανού τουρίστα και αφαίρεσαν αποσκευές και χρήματα. bbox=[913, 474, 1142, 508]
drachma-list: Δολλάριο 36.85 Λίρα Αγγλίας 63.20 Μάρκο 15.74 Φράγκο Γαλλ. 7.39 Φράγκο Ελβ. 14.80 Φιορίνι 14.97 Σελίνι 2.18 Λιρέττα 4.16 bbox=[26, 147, 183, 226]
article-text: Τέσσερις νεκροί και εφτά τραυματίες είναι ο απολογισμός τροχαίων ατυχημάτων που σημειώθηκαν το τελευταίο εικοσιτετράωρο σε διάφορα μέρη της χώρας. bbox=[1150, 842, 1562, 865]
row-value: 1.042 bbox=[339, 216, 365, 227]
stock-list: Τράπεζες 333.84 Ασφάλειες 678.41 Βιομηχανίες 509.37 Μεταλλεία 498.62 bbox=[26, 274, 183, 314]
headline: ΤΑ ΑΙΤΗΜΑΤΑ bbox=[686, 917, 770, 932]
row-value: 6.248 bbox=[339, 264, 365, 275]
row-label: Βρυξέλλες bbox=[193, 415, 240, 426]
gold-title: Η ΤΙΜΗ ΤΟΥ ΧΡΥΣΟΥ bbox=[216, 299, 342, 314]
row-value: 7.537 bbox=[339, 168, 365, 179]
column-4: ΦΥΛΑΚΙΣΗ 2—11 ΜΗΝΩΝ ΣΕ ΠΕΝΤΕ ΦΑΡΜΑΚΟΠΟΙΟΥΣ ΠΟΥ ΠΟΥΛΟΥΣΑΝ ΙΑΤΡΙΚΑ ΔΕΙΓΜΑΤΑ ΑΘΗΝΑ, 14. — Τέσσερις φαρμακοποιοί καταδικάστηκαν σε φυλάκιση από 2 έως 11 μήνες γιατί πωλούσαν ιατρικά δείγματα φαρμάκων που προορίζονται για δωρεάν διανομή στους γιατρούς. ΑΘΗΝΑ, 14. — Τέσσερις φαρμακοποιοί καταδικάστηκαν σε φυλάκιση από 2 έως 11 μήνες γιατί πωλούσαν ιατρικά δείγματα φαρμάκων που προορίζονται για δωρεάν διανομή στους γιατρούς. 2.000.000 ΔΡΑΧΜΕΣ ΕΠΙΧΟΡΗΓΗΣΗ ΣΤΟ ΔΗΜΟ ΚΟΜΟΤΗΝΗΣ ΚΟΜΟΤΗΝΗ, 14. — Με απόφαση του υπουργού Εσωτερικών χορηγήθηκε στο δήμο Κομοτηνής έκτακτη επιχορήγηση 2.000.000 δραχμών για την εκτέλεση έργων κοινής ωφελείας. ΚΟΜΟΤΗΝΗ, 14. — Με απόφαση του υπουργού Εσωτερικών χορηγήθηκε στο δήμο Κομοτηνής έκτακτη επιχορήγηση 2.000.000 δραχμών για την εκτέλεση έργων κοινής ωφελείας. Ο ΑΠΟΛΟΓΙΣΜΟΣ ΤΟΥ ΔΗΜΑΡΧΟΥ ΤΩΝ ΓΙΑΝΝΙΤΣΩΝ ΓΙΑΝΝΙΤΣΑ, 14. — Στην αίθουσα του δημοτικού συμβουλίου ο δήμαρχος Γιαννιτσών έκανε απολογισμό του έργου της δημοτικής αρχής κατά το τελευταίο έτος. ΓΙΑΝΝΙΤΣΑ, 14. — Στην αίθουσα του δημοτικού συμβουλίου ο δήμαρχος Γιαννιτσών έκανε απολογισμό του έργου της δημοτικής αρχής κατά το τελευταίο έτος. ΑΠΟΓΥΜΝΩΣΗ ΤΟΥ ΑΥΤΟΚΙΝΗΤΟ ΑΛΛΟΔΑΠΟΥ ΑΘΗΝΑ, 14. — Άγνωστοι διέρρηξαν το αυτοκίνητο Γερμανού τουρίστα και αφαίρεσαν αποσκευές και χρήματα. ΑΘΗΝΑ, 14. — Άγνωστοι διέρρηξαν το αυτοκίνητο Γερμανού τουρίστα και αφαίρεσαν αποσκευές και χρήματα. ΚΕΡΑΥΝΟΣ ΣΚΟΤΩΣΕ 200 ΚΑΤΣΙΚΙΑ ΣΤΟ ΒΑΘΥΛΑΚΚΟ ΔΡΑΜΑΣ ΔΡΑΜΑ, 14. — Στην περιοχή Βαθυλάκκου Δράμας σκοτώθηκαν από κεραυνό 200 κατσίκια. ΔΡΑΜΑ, 14. — Στην περιοχή Βαθυλάκκου Δράμας σκοτώθηκαν από κεραυνό 200 κατσίκια. ΝΕΑΡΟΣ ΡΑΦΤΗΣ ΠΕΡΙΕΦΕΡΕ ΟΛΟΓΥΜΝΟΣ ΑΘΗΝΑ, 14. — Συνελήφθη νεαρός ράφτης που περιφερόταν ολόγυμνος σε κεντρικό δρόμο της πόλης. ΑΘΗΝΑ, 14. — Συνελήφθη νεαρός ράφτης που περιφερόταν ολόγυμνος σε κεντρικό δρόμο της πόλης. ΠΕΡΟΝΟΣΠΟΡΟΣ ΕΠΛΗΞΕ ΤΙΣ ΚΑΠΝΟΚΑΛΛΙΕΡΓΕΙΕΣ ΠΕΡΙΦΕΡΕΙΑΣ ΓΙΑΝΝΙΤΣΩΝ ΓΙΑΝΝΙΤΣΑ, 14. — Ο περονόσπορος έπληξε μεγάλο μέρος των καπνοκαλλιεργειών της περιφέρειας. Οι καπνοπαραγωγοί ζητούν την καταβολή αποζημιώσεων. ΓΙΑΝΝΙΤΣΑ, 14. — Ο περονόσπορος έπληξε μεγάλο μέρος των καπνοκαλλιεργειών της περιφέρειας. Οι καπνοπαραγωγοί ζητούν την καταβολή αποζημιώσεων. ΠΕΘΑΝΕ ΣΤΗΝ ΕΓΧΕΙΡΗΣΗ ΑΜΥΓΔΑΛΩΝ Πέθανε στο χειρουργείο νεαρός κατά τη διάρκεια εγχείρησης αμυγδαλών. Διατάχθηκε νεκροψία. Πέθανε στο χειρουργείο νεαρός κατά τη διάρκεια εγχείρησης αμυγδαλών. Διατάχθηκε νεκροψία. ΤΥΧΕΡΟΙ ΤΟΥ ΕΘΝΙΚΟΥ ΣΤΗΝ ΚΑΒΑΛΑ ΚΑΒΑΛΑ, 14. — Οι τυχεροί λαχνοί του Εθνικού λαχείου που πουλήθηκαν στην Καβάλα κέρδισαν σημαντικά ποσά. ΚΑΒΑΛΑ, 14. — Οι τυχεροί λαχνοί του Εθνικού λαχείου που πουλήθηκαν στην Καβάλα κέρδισαν σημαντικά ποσά. ΠΥΡΚΑΓΙΑ ΣΕ Ι.Χ. ΑΠΟ ΒΡΑΧΥΚΥΚΛΩΜΑ ΑΘΗΝΑ, 14. — Πυρκαγιά από βραχυκύκλωμα εκδηλώθηκε σε Ι.Χ. αυτοκίνητο. Καταστράφηκε ολοσχερώς. ΑΘΗΝΑ, 14. — Πυρκαγιά από βραχυκύκλωμα εκδηλώθηκε σε Ι.Χ. αυτοκίνητο. Καταστράφηκε ολοσχερώς. ΜΕΤΑΦΟΡΑ ΑΣΘΕΝΟΥΣ ΜΕ ΕΛΙΚΟΠΤΕΡΟ ΑΘΗΝΑ, 14. — Με ελικόπτερο μεταφέρθηκε από νησί σε νοσοκομείο της Αθήνας βαριά ασθενής. ΑΘΗΝΑ, 14. — Με ελικόπτερο μεταφέρθηκε από νησί σε νοσοκομείο της Αθήνας βαριά ασθενής. ΤΡΟΠΟΠΟΙΗΣΗ ΡΥΜΟΤΟΜΙΚΟΥ ΣΧΕΔΙΟΥ ΣΤΗ ΘΕΣΣΑΛΟΝΙΚΗ Το συμβούλιο δημοσίων έργων εγκρίνει την τροποποίηση του ρυμοτομικού σχεδίου σε περιοχή της Θεσσαλονίκης, σύμφωνα με το σχετικό διάγραμμα. Το συμβούλιο δημοσίων έργων εγκρίνει την τροποποίηση του ρυμοτομικού σχεδίου σε περιοχή της Θεσσαλονίκης, σύμφωνα με το σχετικό διάγραμμα. ΜΙΧΑΗΛ ΠΑΠΑΔΟΠΟΥΛΟΣ bbox=[913, 11, 1142, 1504]
row-label: Φρανκφούρτης bbox=[193, 158, 259, 169]
article-text: ΑΘΗΝΑ, 14. — Πυρκαγιά από βραχυκύκλωμα εκδηλώθηκε σε Ι.Χ. αυτοκίνητο. Καταστράφηκε ολοσχερώς. bbox=[913, 1168, 1142, 1203]
headline: ΤΡΕΙΣ ΑΙΦΝΙΔΙΟΙ ΘΑΝΑΤΟΙ ΣΤΗ ΘΕΣΣΑΛΟΝΙΚΗ bbox=[380, 1163, 539, 1191]
headline: ΑΠΟΓΥΜΝΩΣΗ ΤΟΥ ΑΥΤΟΚΙΝΗΤΟ ΑΛΛΟΔΑΠΟΥ bbox=[927, 444, 1127, 472]
col4-signature: ΜΙΧΑΗΛ ΠΑΠΑΔΟΠΟΥΛΟΣ bbox=[1011, 1492, 1142, 1504]
article-text: ΑΘΗΝΑ, 14. — Με ελικόπτερο μεταφέρθηκε από νησί σε νοσοκομείο της Αθήνας βαριά ασθενής. bbox=[913, 1278, 1142, 1313]
gold-table bbox=[191, 378, 367, 436]
row-value: 147.16 bbox=[334, 405, 365, 416]
row-value: 7.383 bbox=[300, 168, 327, 179]
column-economy: ΟΙΚΟΝΟΜΙΚΗ ΖΩΗ Οι τιμές των ξένων χαρτονομισμάτων σε δραχμές όπως ορίσθηκαν στην αγορά. Δολλάριο 36.85 Λίρα Αγγλίας 63.20 Μάρκο 15.74 Φράγκο Γαλλ. 7.39 Φράγκο Ελβ. 14.80 Φιορίνι 14.97 Σελίνι 2.18 Λιρέττα 4.16 Ο δείκτης των τιμών των μετοχών στο χρηματιστήριο Αθηνών έκλεισε με ελαφρά άνοδο. Τράπεζες 333.84 Ασφάλειες 678.41 Βιομηχανίες 509.37 Μεταλλεία 498.62 ΕΞΩΤΕΡΙΚΑ ΣΥΝΑΛΛΑΓΜΑΤΑ ΑΓΟΡΑ ΠΩΛΗΣ Νέας Υόρκης 36.735 37.427 Λονδίνου 62.993 64.269 Φρανκφούρτης 15.732 16.061 Παρισίων 7.383 7.537 Ζυρίχης 14.789 15.098 Άμστερνταμ 14.961 15.274 Βιέννης 2.182 2.228 Βρυξελλών C. 1.013 1.034 Βρυξελλών F. 1.017 1.042 Μιλάνου 4.160 4.244 Όσλο 7.013 7.160 Στοκχόλμης 8.379 8.556 Ελσίνκι 6.096 6.219 Λισαβόνας 6.120 6.248 Μόντρεαλ Καναδά 34.675 35.397 Σίδνεϋ Αυστραλίας 40.660 41.495 Η ΤΙΜΗ ΤΟΥ ΧΡΥΣΟΥ ΛΟΝΔΙΝΟ, 14 (Ρόιτ). — Η τιμή του χρυσού σε δολλάρια ανά ουγγιά, κατά τα κλεισίματα των αγορών στις κυριότερες ευρωπαϊκές κεντρικές αγορές ήταν: Λονδίνο 147.60 Ζυρίχη 147.25 Παρίσι 147.30 Φρανκφούρτη 147.16 Βρυξέλλες 147.75 Χονγκ Κονγκ 148.95 Η ΔΡΑΧΜΗ ΣΤΗ ΝΕΑ ΥΟΡΚΗ ΝΕΑ ΥΟΡΚΗ 14 (Ασ. Πρές). — Η τιμή της Νέας Υόρκης ορίσθηκε σήμερα στα 0,0276 δολλάρια. χρηματιστήριο των εμπορευμάτων ΒΑΜΒΑΚΙ Τιμές των βαμβακιών για το χρηματιστήριο εμπορευμάτων Θεσσαλονίκης. ΣΙΤΑΡΙ σκληρό 9,70 μαλακό 8,70. ΚΡΙΘΑΡΙ 6,80. ΒΡΩΜΗ 5,90. ΚΑΛΑΜΠΟΚΙ 6,40. ΦΑΣΟΛΙΑ μέτρια 30,00. ΤΥΡΟΣ φέτα 75,00 — 78,00. ΒΟΥΤΥΡΟ 120,00. ΕΛΑΙΟΛΑΔΟ 46,50 — 48,00. ΚΑΦΕΣ Βραζιλίας 135,00. ΖΑΧΑΡΗ 18,50. ΑΛΕΥΡΙ τύπου 70% 9,10. Στο χρηματιστήριο εμπορευμάτων Θεσσαλονίκης σημειώθηκαν συναλλαγές σε σιτάρι, καλαμπόκι και βαμβάκι. Οι τιμές παρέμειναν σταθερές στα περισσότερα είδη, ενώ στα κτηνοτροφικά σημειώθηκε άνοδος. Στα τυροκομικά η ζήτηση ήταν ικανοποιητική. Τα ελαιόλαδα παρουσίασαν μικρή πτώση. Στα αποικιακά οι τιμές διατηρήθηκαν αμετάβλητες. ΥΠΟΒΟΛΗ ΔΙΚΑΙΟΛΟΓΗΤΙΚΩΝ ΑΠΟ ΤΟΥΣ ΥΠΟΨΗΦΙΟΥΣ ΣΤΙΣ ΑΝΩΤΑΤΕΣ ΚΑΙ ΑΝΩΤΕΡΕΣ ΣΧΟΛΕΣ ΚΑΙ ΤΑ ΚΑΤΕ ΑΠΟ 20—28 ΙΟΥΝΙΟΥ ΚΑΙ ΑΠΟ ΤΙΣ 1—10 ΙΟΥΛΙΟΥ Οι υποψήφιοι για τις ανώτατες και ανώτερες σχολές θα υποβάλουν τα δικαιολογητικά τους στις γραμματείες των σχολών από τις 20 έως τις 28 Ιουνίου. Οι υποψήφιοι των ΚΑΤΕ θα υποβάλουν αιτήσεις από την 1η μέχρι τις 10 Ιουλίου 1977, σύμφωνα με ανακοίνωση του υπουργείου Παιδείας. Οι υποψήφιοι για τις ανώτατες και ανώτερες σχολές θα υποβάλουν τα δικαιολογητικά τους στις γραμματείες των σχολών από τις 20 έως τις 28 Ιουνίου. Οι υποψήφιοι των ΚΑΤΕ θα υποβάλουν αιτήσεις από την 1η μέχρι τις 10 Ιουλίου 1977, σύμφωνα με ανακοίνωση του υπουργείου Παιδείας. ΣΤΟΥΣ ΚΑΤΗΓΟΡΕΙΤΑΙ ΓΙΑ ΑΠΑΓΩΓΗ ΚΑΙ ΒΙΑΣΜΟ ΣΥΝΕΛΗΦΘΗ ΚΑΙ Η ΙΔΙΑ ΓΙΑ ΨΕΥΔΗ ΚΑΤΑΜΗΝΥΣΗ Συνελήφθη χθες από αστυνομικούς της Ασφαλείας Θεσσαλονίκης η νεαρή που είχε καταγγείλει απαγωγή και βιασμό. Όπως διαπιστώθηκε από την προανάκριση η καταγγελία ήταν ψευδής και παραπέμφθηκε στον εισαγγελέα. Συνελήφθη χθες από αστυνομικούς της Ασφαλείας Θεσσαλονίκης η νεαρή που είχε καταγγείλει απαγωγή και βιασμό. Όπως διαπιστώθηκε από την προανάκριση η καταγγελία ήταν ψευδής και παραπέμφθηκε στον εισαγγελέα. ΑΠΟ ΤΟΥ ΠΑΝΙΩΝΙΟΥ ΑΠΟΦΑΣΙΣΕ ΝΑ ΔΙΑΓΡΑΨΗ ΑΜΟΡΑ-Ι-ΤΕΛΗ ΑΠΟ ΤΗΝ ΔΥΝΑΜΗ ΤΩΝ ΠΑΙΚΤΩΝ ΤΟΥ ΑΘΗΝΑ, 14. — Η τεχνική επιτροπή του Πανιωνίου αποφάσισε να διαγράψει από τη δύναμη των παικτών του ποδοσφαιριστή, για λόγους πειθαρχίας, σύμφωνα με ανακοίνωση του συλλόγου. ΑΘΗΝΑ, 14. — Η τεχνική επιτροπή του Πανιωνίου αποφάσισε να διαγράψει από τη δύναμη των παικτών του ποδοσφαιριστή, για λόγους πειθαρχίας, σύμφωνα με ανακοίνωση του συλλόγου. ΓΕΝΙΚΗ ΙΔΙΟΚΤΗΤΩΝ ΟΙΚΟΔΟΜΩΝ ΣΤΗ ΘΕΣΣΑΛΟΝΙΚΗ Η Ένωση Ιδιοκτητών Ακινήτων Θεσσαλονίκης συγκαλεί γενική συνέλευση των μελών της για να συζητηθούν τα προβλήματα του κλάδου. Η Ένωση Ιδιοκτητών Ακινήτων Θεσσαλονίκης συγκαλεί γενική συνέλευση των μελών της για να συζητηθούν τα προβλήματα του κλάδου. bbox=[24, 8, 367, 1250]
row-value: 147.75 bbox=[334, 415, 365, 426]
row-label: Σίδνεϋ Αυστραλίας bbox=[193, 284, 279, 294]
row-label: Παρισίων bbox=[193, 168, 237, 179]
headline: ΤΑ ΘΑΝΑΤΗΦΟΡΑ ΣΤΗΝ ΧΑΛΚΙΔΙΚΗ, ΗΛΕΙΑ ΚΑΙ ΚΡΗΤΗ bbox=[1169, 823, 1544, 839]
headline: ΣΚΟΤΩΘΗΚΕ ΑΠΟ ΒΑΡΕΛΙ bbox=[382, 1595, 537, 1610]
col2-signature: Ο νομάρχης ΚΩΝ/ΝΟΣ ΠΥΛΑΡΙΝΟΣ bbox=[436, 2018, 544, 2040]
article-text: ΚΑΒΑΛΑ, 14. — Ποσότητα 90 τόννων γαύρου αλιεύθηκε από τα αλιευτικά σκάφη της Καβάλας. Η ποσότητα αυτή πουλήθηκε στην ιχθυόσκαλα σε τιμές από 6 έως 12 δραχμές το κιλό. bbox=[375, 562, 544, 632]
article-text: Συνελήφθη χθες από αστυνομικούς της Ασφαλείας Θεσσαλονίκης η νεαρή που είχε καταγγείλει απαγωγή και βιασμό. Όπως διαπιστώθηκε από την προανάκριση η καταγγελία ήταν ψευδής και παραπέμφθηκε στον εισαγγελέα. bbox=[24, 920, 367, 966]
row-label: Ζυρίχης bbox=[193, 178, 229, 188]
row-label: Ζυρίχη bbox=[193, 386, 224, 396]
fx-head: ΑΓΟΡΑ ΠΩΛΗΣ bbox=[291, 129, 367, 140]
headline: ΤΟ ΠΡΩΤΟΒΑΘΜΙΟ ΔΙΚΑΣΤΗΡΙΟ ΤΗΝ ΕΙΧΕ ΑΠΟΡΡΙΨΕΙ bbox=[1173, 509, 1540, 525]
row-value: 1.017 bbox=[300, 216, 327, 227]
headline: ΤΟ 12ο ΔΗΜΟΤΙΚΟ ΖΗΤΗΣΕ ΤΗΝ ΑΝΕΓΕΡΣΗ ΔΙΔΑΚΤΗΡΙΟΥ ΣΤΟΝ ΧΩΡΟ ΟΠΟΥ ΕΙΝΑΙ Η ΕΦΟΡΙΑ ΤΩΝ ΠΡΟΣΚΟΠΩΝ bbox=[1160, 287, 1552, 339]
row-label: Νέας Υόρκης bbox=[193, 138, 250, 149]
article-text: Μετά από ενέργειες του συλλόγου γονέων του 12ου δημοτικού σχολείου Θεσσαλονίκης, το υπουργείο Παιδείας ανακοίνωσε ότι το σχολείο δεν θα εξωθεί από το οίκημα του Ο.Δ.Δ.Ε.Π. Ζητήθηκε παράλληλα η ανέγερση νέου διδακτηρίου στο χώρο όπου σήμερα βρίσκεται η εφορία των προσκόπων. bbox=[1150, 364, 1562, 410]
row-value: 147.60 bbox=[334, 376, 365, 387]
headline: Ο ΑΠΟΛΟΓΙΣΜΟΣ ΤΟΥ ΔΗΜΑΡΧΟΥ ΤΩΝ ΓΙΑΝΝΙΤΣΩΝ bbox=[924, 312, 1130, 338]
column-rule bbox=[909, 8, 910, 2313]
article-text: ΑΘΗΝΑ, 14. — Συνελήφθη νεαρός ράφτης που περιφερόταν ολόγυμνος σε κεντρικό δρόμο της πόλης. bbox=[913, 694, 1142, 728]
row-value: 6.096 bbox=[300, 255, 327, 265]
table-row bbox=[191, 285, 367, 295]
fx-table bbox=[191, 140, 367, 295]
headline: ΑΠΟ ΤΟΥ ΠΑΝΙΩΝΙΟΥ ΑΠΟΦΑΣΙΣΕ ΝΑ ΔΙΑΓΡΑΨΗ ΑΜΟΡΑ-Ι-ΤΕΛΗ ΑΠΟ ΤΗΝ ΔΥΝΑΜΗ ΤΩΝ ΠΑΙΚΤΩΝ ΤΟΥ bbox=[26, 1024, 364, 1068]
row-value: 15.274 bbox=[334, 187, 365, 198]
headline: ΝΕΑΡΟΣ ΡΑΦΤΗΣ ΠΕΡΙΕΦΕΡΕ ΟΛΟΓΥΜΝΟΣ bbox=[940, 664, 1115, 692]
row-label: Φρανκφούρτη bbox=[193, 405, 254, 416]
row-label: Παρίσι bbox=[193, 395, 225, 406]
row-label: Όσλο bbox=[193, 235, 218, 246]
